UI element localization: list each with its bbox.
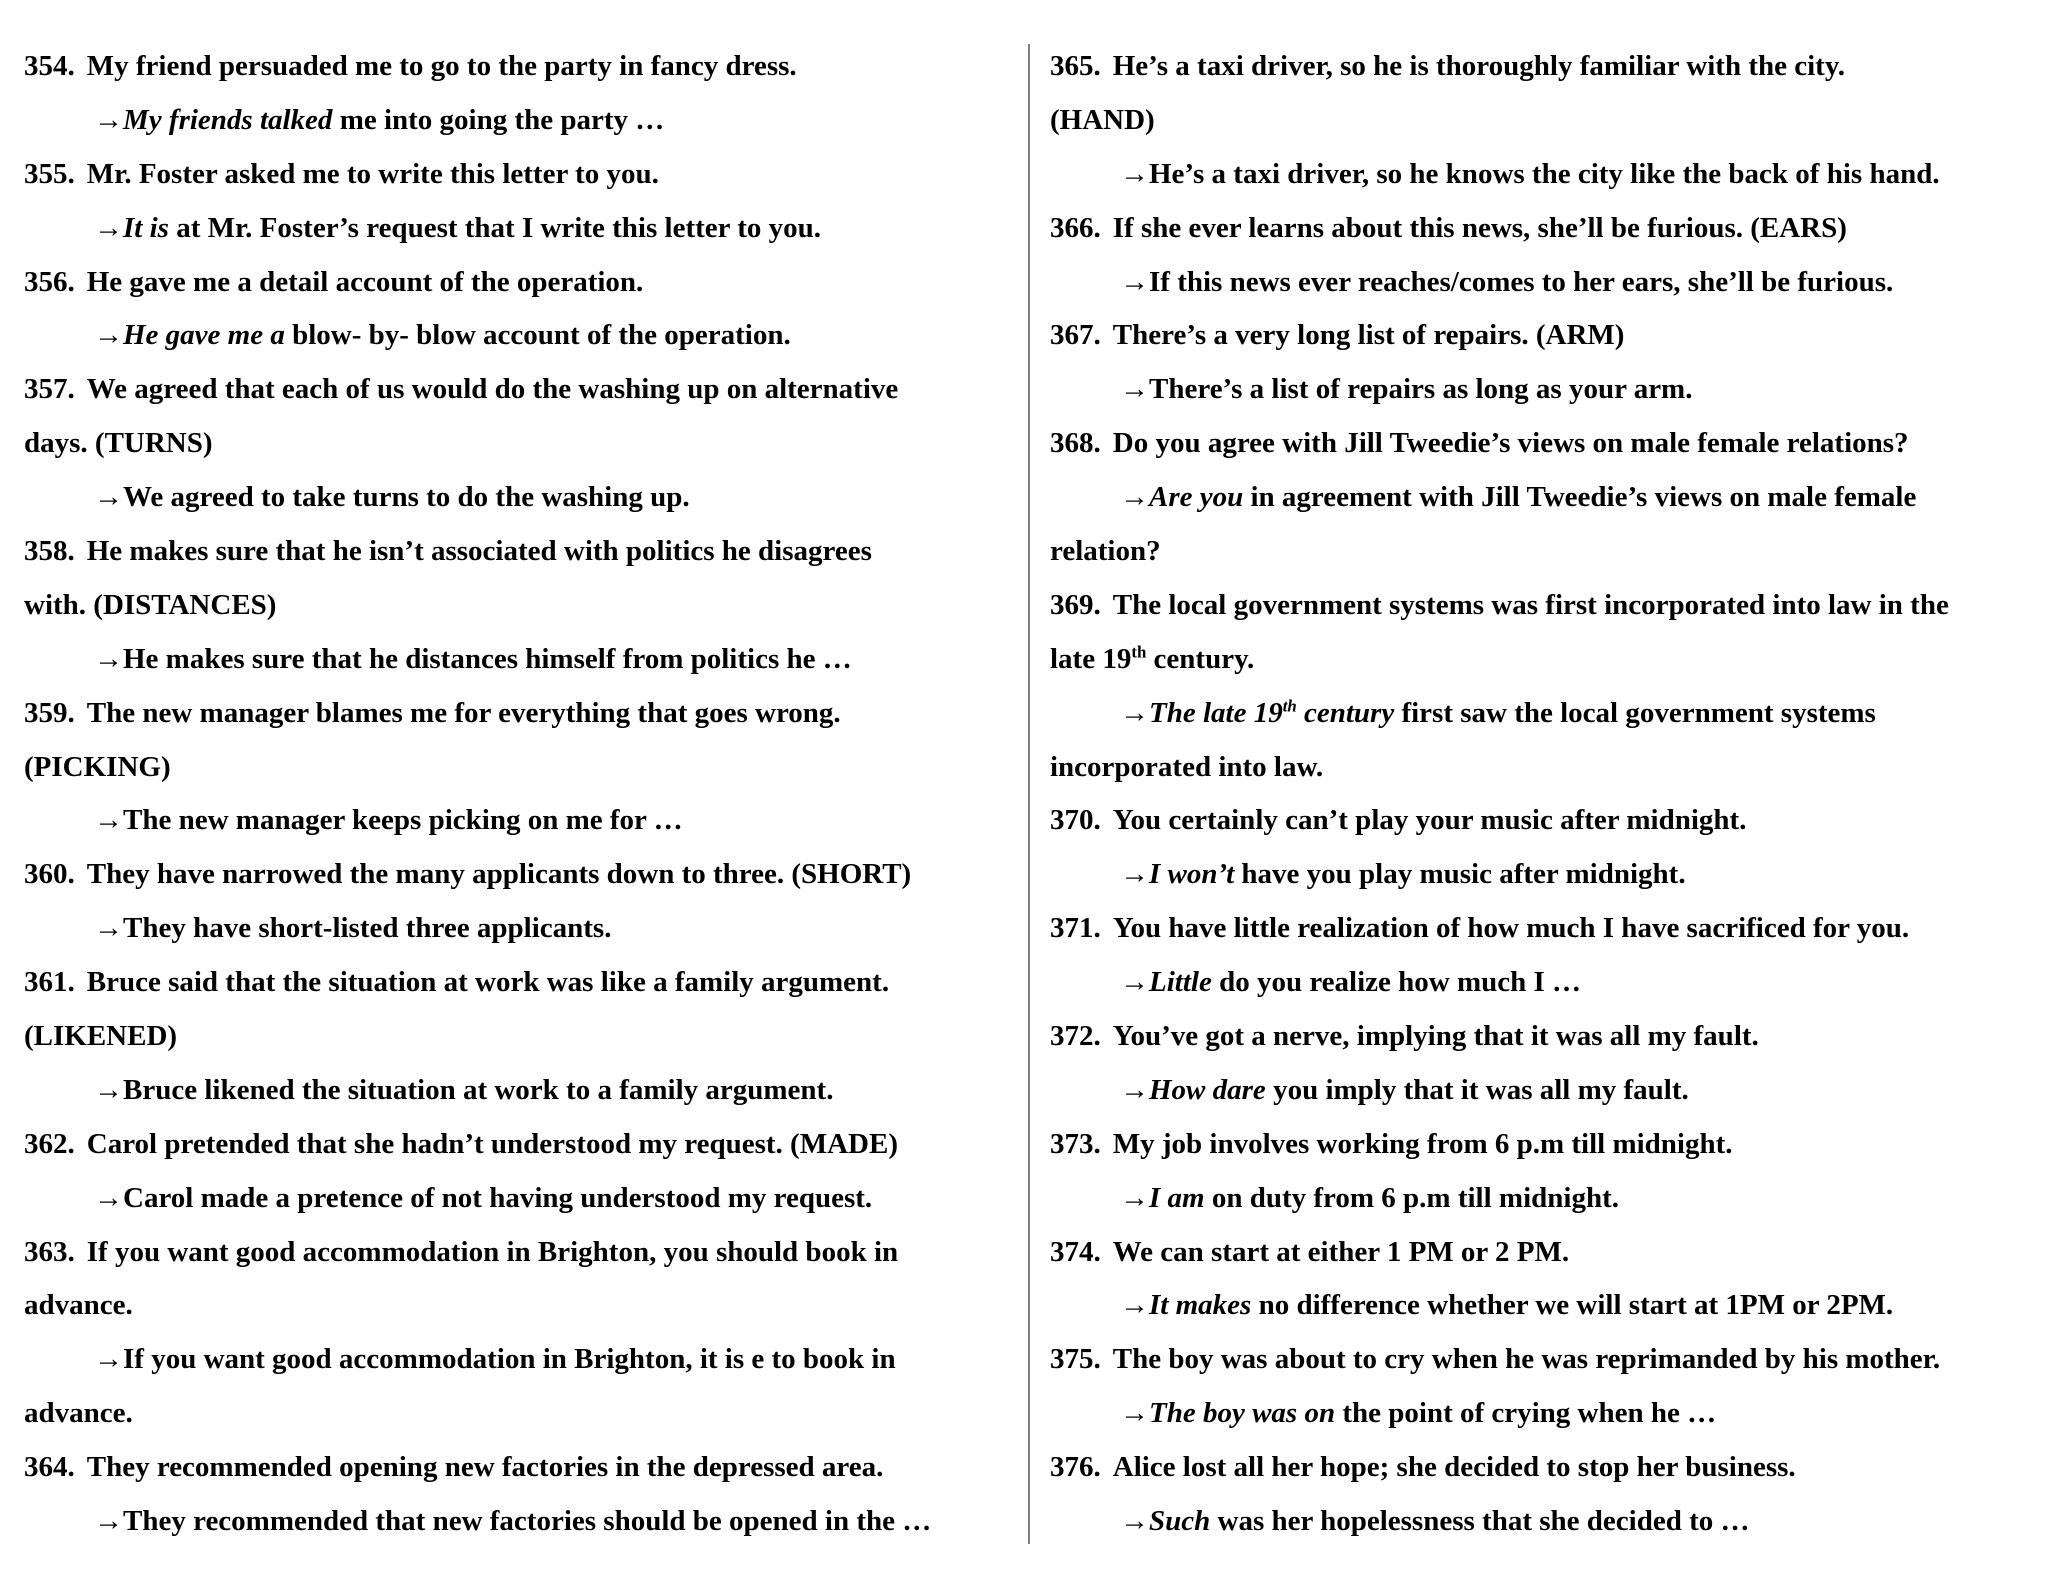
answer-line	[1050, 1172, 2035, 1226]
text-run: Mr. Foster asked me to write this letter to you.	[86, 157, 659, 190]
continuation-line	[1050, 741, 2035, 795]
text-run: The boy was about to cry when he was reprimanded by his mother.	[1112, 1343, 1941, 1376]
text-run: My friend persuaded me to go to the party in fancy dress.	[86, 50, 797, 82]
text-run: If you want good accommodation in Brighton, you should book in	[86, 1235, 899, 1268]
text-run: →	[94, 319, 123, 352]
text-run: They have narrowed the many applicants down to three. (SHORT)	[86, 858, 912, 891]
answer-line	[24, 309, 1014, 363]
text-run: →He makes sure that he distances himself from politics he …	[94, 642, 852, 675]
text-run: incorporated into law.	[1050, 750, 1324, 783]
text-run: The local government systems was first incorporated into law in the	[1112, 588, 1949, 621]
italic-text: Are you	[1149, 481, 1244, 514]
continuation-line	[24, 1387, 1014, 1441]
text-run: →	[1120, 858, 1149, 891]
exercise-sentence	[24, 40, 1014, 94]
item-number: 358.	[24, 535, 75, 568]
text-run: (HAND)	[1050, 103, 1155, 136]
exercise-sentence	[24, 687, 1014, 741]
text-run: →If you want good accommodation in Brighton, it is e to book in	[94, 1343, 896, 1376]
superscript: th	[1131, 642, 1147, 662]
text-run: (LIKENED)	[24, 1020, 178, 1053]
text-run: on duty from 6 p.m till midnight.	[1204, 1181, 1619, 1214]
italic-text	[1283, 697, 1297, 729]
text-run: days. (TURNS)	[24, 427, 213, 460]
text-run: Do you agree with Jill Tweedie’s views on male female relations?	[1112, 427, 1909, 460]
item-number: 374.	[1050, 1235, 1101, 1268]
exercise-sentence	[24, 256, 1014, 310]
italic-text: He gave me a	[123, 319, 285, 352]
text-run: Alice lost all her hope; she decided to stop her business.	[1112, 1451, 1796, 1484]
text-run: He makes sure that he isn’t associated with politics he disagrees	[86, 535, 872, 568]
text-run: late 19	[1050, 642, 1132, 675]
text-run: →They recommended that new factories should be opened in the …	[94, 1505, 932, 1538]
answer-line	[1050, 687, 2035, 741]
column-divider	[1028, 44, 1030, 1544]
left-column	[24, 40, 1014, 1549]
item-number: 375.	[1050, 1343, 1101, 1376]
italic-text: My friends talked	[123, 103, 333, 136]
continuation-line	[24, 579, 1014, 633]
item-number: 366.	[1050, 211, 1101, 244]
item-number: 359.	[24, 696, 75, 729]
italic-text: I won’t	[1149, 858, 1235, 891]
text-run: Carol pretended that she hadn’t understood my request. (MADE)	[86, 1127, 898, 1160]
italic-text: I am	[1149, 1181, 1205, 1214]
exercise-sentence	[1050, 309, 2035, 363]
italic-text: The late 19	[1149, 696, 1283, 729]
exercise-sentence	[1050, 1010, 2035, 1064]
exercise-sentence	[1050, 1118, 2035, 1172]
italic-text: How dare	[1149, 1073, 1266, 1106]
answer-line	[1050, 471, 2035, 525]
text-run: do you realize how much I …	[1211, 966, 1582, 999]
answer-line	[1050, 256, 2035, 310]
text-run: →	[94, 103, 123, 136]
item-number: 360.	[24, 858, 75, 891]
exercise-sentence	[1050, 794, 2035, 848]
text-run: with. (DISTANCES)	[24, 588, 277, 621]
text-run	[1131, 643, 1146, 675]
answer-line	[24, 902, 1014, 956]
text-run: We agreed that each of us would do the washing up on alternative	[86, 373, 899, 406]
item-number: 371.	[1050, 912, 1101, 945]
exercise-sentence	[24, 1226, 1014, 1280]
text-run: He’s a taxi driver, so he is thoroughly familiar with the city.	[1112, 50, 1845, 82]
text-run: you imply that it was all my fault.	[1265, 1073, 1689, 1106]
answer-line	[1050, 956, 2035, 1010]
item-number: 367.	[1050, 319, 1101, 352]
answer-line	[24, 202, 1014, 256]
text-run: blow- by- blow account of the operation.	[284, 319, 791, 352]
answer-line	[1050, 1387, 2035, 1441]
answer-line	[1050, 848, 2035, 902]
exercise-sentence	[24, 363, 1014, 417]
text-run: first saw the local government systems	[1394, 696, 1876, 729]
text-run: →	[1120, 696, 1149, 729]
italic-text: It is	[123, 211, 169, 244]
exercise-sentence	[1050, 579, 2035, 633]
answer-line	[1050, 148, 2035, 202]
exercise-sentence	[24, 956, 1014, 1010]
text-run: me into going the party …	[332, 103, 665, 136]
item-number: 354.	[24, 50, 75, 82]
italic-text: century	[1296, 696, 1395, 729]
answer-line	[24, 471, 1014, 525]
item-number: 373.	[1050, 1127, 1101, 1160]
item-number: 362.	[24, 1127, 75, 1160]
exercise-sentence	[24, 848, 1014, 902]
answer-line	[1050, 1495, 2035, 1549]
item-number: 368.	[1050, 427, 1101, 460]
item-number: 364.	[24, 1451, 75, 1484]
exercise-sentence	[1050, 1226, 2035, 1280]
text-run: →We agreed to take turns to do the washing up.	[94, 481, 690, 514]
text-run: →	[1120, 1073, 1149, 1106]
continuation-line	[24, 1010, 1014, 1064]
item-number: 376.	[1050, 1451, 1101, 1484]
item-number: 369.	[1050, 588, 1101, 621]
text-run: You’ve got a nerve, implying that it was all my fault.	[1112, 1020, 1759, 1053]
continuation-line	[1050, 94, 2035, 148]
text-run: Bruce said that the situation at work was like a family argument.	[86, 966, 890, 999]
italic-text: Such	[1149, 1505, 1211, 1538]
exercise-sentence	[24, 1118, 1014, 1172]
item-number: 361.	[24, 966, 75, 999]
item-number: 372.	[1050, 1020, 1101, 1053]
text-run: have you play music after midnight.	[1234, 858, 1686, 891]
answer-line	[24, 1333, 1014, 1387]
italic-text: It makes	[1149, 1289, 1252, 1322]
superscript: th	[1282, 696, 1297, 716]
item-number: 370.	[1050, 804, 1101, 837]
item-number: 356.	[24, 265, 75, 298]
exercise-sentence	[24, 525, 1014, 579]
continuation-line	[1050, 633, 2035, 687]
exercise-sentence	[1050, 1333, 2035, 1387]
text-run: My job involves working from 6 p.m till midnight.	[1112, 1127, 1733, 1160]
item-number: 357.	[24, 373, 75, 406]
text-run: advance.	[24, 1397, 133, 1430]
answer-line	[1050, 1279, 2035, 1333]
text-run: →If this news ever reaches/comes to her ears, she’ll be furious.	[1120, 265, 1894, 298]
text-run: You certainly can’t play your music after midnight.	[1112, 804, 1747, 837]
text-run: →	[1120, 481, 1149, 514]
answer-line	[24, 1064, 1014, 1118]
item-number: 363.	[24, 1235, 75, 1268]
text-run: They recommended opening new factories in the depressed area.	[86, 1451, 884, 1484]
exercise-sentence	[1050, 902, 2035, 956]
text-run: We can start at either 1 PM or 2 PM.	[1112, 1235, 1570, 1268]
exercise-sentence	[24, 148, 1014, 202]
exercise-sentence	[1050, 1441, 2035, 1495]
item-number: 365.	[1050, 50, 1101, 82]
exercise-sentence	[1050, 40, 2035, 94]
text-run: There’s a very long list of repairs. (ARM)	[1112, 319, 1625, 352]
text-run: in agreement with Jill Tweedie’s views on male female	[1243, 481, 1917, 514]
item-number: 355.	[24, 157, 75, 190]
text-run: →He’s a taxi driver, so he knows the city like the back of his hand.	[1120, 157, 1940, 190]
text-run: century.	[1146, 642, 1255, 675]
text-run: You have little realization of how much I have sacrificed for you.	[1112, 912, 1910, 945]
italic-text: The boy was on	[1149, 1397, 1336, 1430]
exercise-sentence	[24, 1441, 1014, 1495]
continuation-line	[24, 417, 1014, 471]
text-run: advance.	[24, 1289, 133, 1322]
text-run: at Mr. Foster’s request that I write this letter to you.	[168, 211, 822, 244]
answer-line	[1050, 1064, 2035, 1118]
text-run: →	[1120, 1505, 1149, 1538]
text-run: →Bruce likened the situation at work to a family argument.	[94, 1073, 834, 1106]
answer-line	[24, 633, 1014, 687]
text-run: The new manager blames me for everything that goes wrong.	[86, 696, 841, 729]
text-run: the point of crying when he …	[1335, 1397, 1717, 1430]
text-run: →	[1120, 1397, 1149, 1430]
right-column	[1050, 40, 2035, 1549]
text-run: →	[1120, 1289, 1149, 1322]
continuation-line	[24, 1279, 1014, 1333]
answer-line	[24, 1495, 1014, 1549]
text-run: →	[1120, 1181, 1149, 1214]
answer-line	[24, 94, 1014, 148]
text-run: was her hopelessness that she decided to …	[1210, 1505, 1750, 1538]
exercise-sentence	[1050, 417, 2035, 471]
text-run: no difference whether we will start at 1PM or 2PM.	[1251, 1289, 1894, 1322]
exercise-sentence	[1050, 202, 2035, 256]
continuation-line	[24, 741, 1014, 795]
text-run: →	[1120, 966, 1149, 999]
answer-line	[24, 794, 1014, 848]
answer-line	[24, 1172, 1014, 1226]
italic-text: Little	[1149, 966, 1212, 999]
text-run: He gave me a detail account of the operation.	[86, 265, 644, 298]
answer-line	[1050, 363, 2035, 417]
text-run: →There’s a list of repairs as long as your arm.	[1120, 373, 1693, 406]
text-run: If she ever learns about this news, she’ll be furious. (EARS)	[1112, 211, 1847, 244]
text-run: →	[94, 211, 123, 244]
text-run: (PICKING)	[24, 750, 171, 783]
continuation-line	[1050, 525, 2035, 579]
text-run: →Carol made a pretence of not having understood my request.	[94, 1181, 873, 1214]
text-run: relation?	[1050, 535, 1161, 568]
text-run: →They have short-listed three applicants.	[94, 912, 612, 945]
text-run: →The new manager keeps picking on me for …	[94, 804, 683, 837]
